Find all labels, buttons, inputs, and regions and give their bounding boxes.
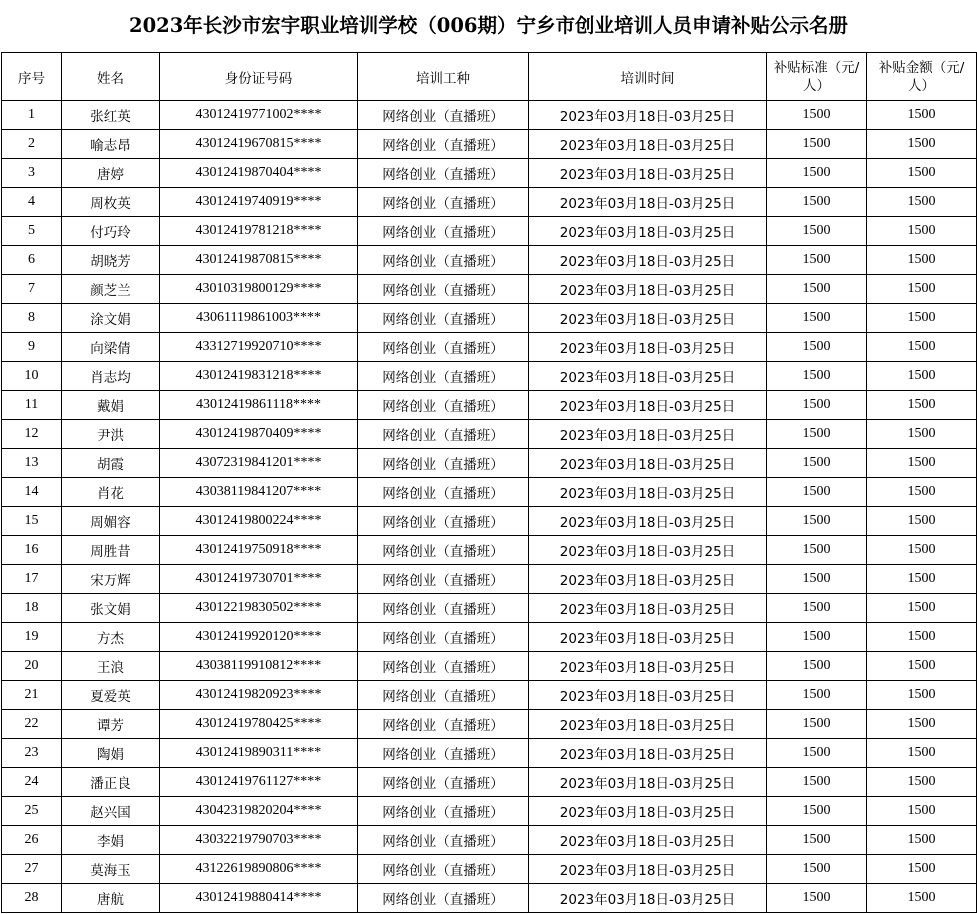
cell-serial-number: 8 [2, 304, 62, 333]
cell-subsidy-amount: 1500 [867, 507, 977, 536]
cell-training-type: 网络创业（直播班） [358, 275, 529, 304]
cell-name: 涂文娟 [62, 304, 160, 333]
cell-training-period: 2023年03月18日-03月25日 [529, 130, 767, 159]
table-row [2, 246, 977, 275]
cell-id-number: 43012419800224**** [160, 507, 358, 536]
cell-id-number: 43012219830502**** [160, 594, 358, 623]
cell-subsidy-amount: 1500 [867, 333, 977, 362]
cell-serial-number: 23 [2, 739, 62, 768]
cell-training-period: 2023年03月18日-03月25日 [529, 884, 767, 913]
cell-training-period: 2023年03月18日-03月25日 [529, 536, 767, 565]
header-training-type: 培训工种 [358, 53, 529, 101]
cell-training-period: 2023年03月18日-03月25日 [529, 565, 767, 594]
cell-id-number: 43038119841207**** [160, 478, 358, 507]
cell-name: 肖志均 [62, 362, 160, 391]
cell-subsidy-standard: 1500 [767, 681, 867, 710]
cell-training-period: 2023年03月18日-03月25日 [529, 594, 767, 623]
cell-serial-number: 19 [2, 623, 62, 652]
header-name: 姓名 [62, 53, 160, 101]
cell-subsidy-standard: 1500 [767, 623, 867, 652]
cell-name: 肖花 [62, 478, 160, 507]
cell-serial-number: 14 [2, 478, 62, 507]
cell-training-type: 网络创业（直播班） [358, 362, 529, 391]
cell-training-type: 网络创业（直播班） [358, 594, 529, 623]
cell-subsidy-standard: 1500 [767, 449, 867, 478]
cell-training-type: 网络创业（直播班） [358, 739, 529, 768]
cell-serial-number: 26 [2, 826, 62, 855]
cell-id-number: 43072319841201**** [160, 449, 358, 478]
cell-subsidy-amount: 1500 [867, 652, 977, 681]
table-row [2, 710, 977, 739]
cell-training-type: 网络创业（直播班） [358, 507, 529, 536]
cell-serial-number: 9 [2, 333, 62, 362]
header-training-period: 培训时间 [529, 53, 767, 101]
cell-id-number: 43012419861118**** [160, 391, 358, 420]
cell-subsidy-standard: 1500 [767, 739, 867, 768]
cell-serial-number: 15 [2, 507, 62, 536]
cell-name: 宋万辉 [62, 565, 160, 594]
cell-subsidy-standard: 1500 [767, 130, 867, 159]
cell-training-type: 网络创业（直播班） [358, 333, 529, 362]
cell-subsidy-standard: 1500 [767, 768, 867, 797]
cell-name: 夏爱英 [62, 681, 160, 710]
table-row [2, 362, 977, 391]
table-row [2, 449, 977, 478]
cell-subsidy-standard: 1500 [767, 333, 867, 362]
cell-serial-number: 22 [2, 710, 62, 739]
cell-training-period: 2023年03月18日-03月25日 [529, 246, 767, 275]
cell-name: 胡霞 [62, 449, 160, 478]
cell-subsidy-amount: 1500 [867, 681, 977, 710]
cell-subsidy-standard: 1500 [767, 565, 867, 594]
table-row [2, 159, 977, 188]
cell-subsidy-amount: 1500 [867, 565, 977, 594]
cell-training-type: 网络创业（直播班） [358, 681, 529, 710]
table-row [2, 681, 977, 710]
cell-training-period: 2023年03月18日-03月25日 [529, 826, 767, 855]
cell-id-number: 43122619890806**** [160, 855, 358, 884]
cell-name: 唐婷 [62, 159, 160, 188]
cell-subsidy-amount: 1500 [867, 449, 977, 478]
cell-name: 谭芳 [62, 710, 160, 739]
cell-id-number: 43012419870409**** [160, 420, 358, 449]
table-row [2, 623, 977, 652]
cell-serial-number: 20 [2, 652, 62, 681]
cell-subsidy-standard: 1500 [767, 884, 867, 913]
cell-name: 周胜昔 [62, 536, 160, 565]
cell-serial-number: 1 [2, 101, 62, 130]
cell-subsidy-standard: 1500 [767, 594, 867, 623]
cell-id-number: 43312719920710**** [160, 333, 358, 362]
cell-subsidy-standard: 1500 [767, 304, 867, 333]
table-row [2, 536, 977, 565]
cell-id-number: 43012419750918**** [160, 536, 358, 565]
table-body [2, 101, 977, 913]
cell-training-period: 2023年03月18日-03月25日 [529, 652, 767, 681]
cell-id-number: 43012419880414**** [160, 884, 358, 913]
cell-name: 赵兴国 [62, 797, 160, 826]
cell-subsidy-amount: 1500 [867, 188, 977, 217]
cell-serial-number: 6 [2, 246, 62, 275]
cell-training-period: 2023年03月18日-03月25日 [529, 739, 767, 768]
cell-subsidy-amount: 1500 [867, 536, 977, 565]
cell-training-period: 2023年03月18日-03月25日 [529, 710, 767, 739]
cell-training-type: 网络创业（直播班） [358, 652, 529, 681]
cell-id-number: 43012419920120**** [160, 623, 358, 652]
cell-subsidy-standard: 1500 [767, 362, 867, 391]
cell-training-type: 网络创业（直播班） [358, 710, 529, 739]
cell-training-period: 2023年03月18日-03月25日 [529, 217, 767, 246]
cell-training-period: 2023年03月18日-03月25日 [529, 681, 767, 710]
cell-subsidy-standard: 1500 [767, 826, 867, 855]
cell-name: 周枚英 [62, 188, 160, 217]
cell-training-period: 2023年03月18日-03月25日 [529, 275, 767, 304]
header-subsidy-standard: 补贴标准（元/人） [767, 53, 867, 101]
cell-id-number: 43012419670815**** [160, 130, 358, 159]
cell-subsidy-amount: 1500 [867, 710, 977, 739]
cell-id-number: 43012419820923**** [160, 681, 358, 710]
cell-subsidy-standard: 1500 [767, 420, 867, 449]
cell-id-number: 43012419890311**** [160, 739, 358, 768]
cell-name: 付巧玲 [62, 217, 160, 246]
cell-subsidy-amount: 1500 [867, 130, 977, 159]
table-row [2, 275, 977, 304]
cell-training-type: 网络创业（直播班） [358, 797, 529, 826]
cell-subsidy-standard: 1500 [767, 391, 867, 420]
cell-training-type: 网络创业（直播班） [358, 420, 529, 449]
cell-id-number: 43012419730701**** [160, 565, 358, 594]
page-title: 2023年长沙市宏宇职业培训学校（006期）宁乡市创业培训人员申请补贴公示名册 [129, 14, 848, 37]
cell-training-type: 网络创业（直播班） [358, 449, 529, 478]
cell-subsidy-standard: 1500 [767, 855, 867, 884]
table-header [2, 53, 977, 101]
cell-subsidy-standard: 1500 [767, 536, 867, 565]
cell-subsidy-amount: 1500 [867, 739, 977, 768]
cell-subsidy-amount: 1500 [867, 304, 977, 333]
cell-subsidy-standard: 1500 [767, 159, 867, 188]
cell-id-number: 43012419761127**** [160, 768, 358, 797]
cell-training-period: 2023年03月18日-03月25日 [529, 478, 767, 507]
cell-serial-number: 16 [2, 536, 62, 565]
table-row [2, 420, 977, 449]
cell-subsidy-amount: 1500 [867, 362, 977, 391]
cell-id-number: 43010319800129**** [160, 275, 358, 304]
cell-id-number: 43061119861003**** [160, 304, 358, 333]
cell-subsidy-standard: 1500 [767, 275, 867, 304]
header-id-number: 身份证号码 [160, 53, 358, 101]
cell-training-period: 2023年03月18日-03月25日 [529, 188, 767, 217]
table-row [2, 855, 977, 884]
cell-training-period: 2023年03月18日-03月25日 [529, 159, 767, 188]
cell-training-period: 2023年03月18日-03月25日 [529, 855, 767, 884]
cell-training-type: 网络创业（直播班） [358, 565, 529, 594]
cell-training-period: 2023年03月18日-03月25日 [529, 391, 767, 420]
table-row [2, 652, 977, 681]
cell-subsidy-amount: 1500 [867, 159, 977, 188]
cell-name: 戴娟 [62, 391, 160, 420]
cell-subsidy-amount: 1500 [867, 884, 977, 913]
cell-training-type: 网络创业（直播班） [358, 826, 529, 855]
cell-training-type: 网络创业（直播班） [358, 246, 529, 275]
cell-training-period: 2023年03月18日-03月25日 [529, 362, 767, 391]
cell-subsidy-standard: 1500 [767, 507, 867, 536]
cell-training-type: 网络创业（直播班） [358, 884, 529, 913]
cell-subsidy-standard: 1500 [767, 478, 867, 507]
cell-subsidy-amount: 1500 [867, 420, 977, 449]
table-row [2, 565, 977, 594]
cell-training-type: 网络创业（直播班） [358, 478, 529, 507]
cell-serial-number: 28 [2, 884, 62, 913]
cell-training-type: 网络创业（直播班） [358, 768, 529, 797]
cell-subsidy-amount: 1500 [867, 855, 977, 884]
header-subsidy-amount: 补贴金额（元/人） [867, 53, 977, 101]
cell-serial-number: 17 [2, 565, 62, 594]
cell-id-number: 43012419780425**** [160, 710, 358, 739]
cell-subsidy-amount: 1500 [867, 217, 977, 246]
cell-training-type: 网络创业（直播班） [358, 188, 529, 217]
cell-name: 陶娟 [62, 739, 160, 768]
cell-serial-number: 24 [2, 768, 62, 797]
cell-training-period: 2023年03月18日-03月25日 [529, 420, 767, 449]
table-row [2, 739, 977, 768]
cell-subsidy-standard: 1500 [767, 101, 867, 130]
cell-id-number: 43012419781218**** [160, 217, 358, 246]
cell-training-type: 网络创业（直播班） [358, 536, 529, 565]
table-row [2, 826, 977, 855]
cell-training-period: 2023年03月18日-03月25日 [529, 768, 767, 797]
cell-serial-number: 5 [2, 217, 62, 246]
cell-name: 王浪 [62, 652, 160, 681]
cell-training-period: 2023年03月18日-03月25日 [529, 304, 767, 333]
cell-serial-number: 7 [2, 275, 62, 304]
cell-serial-number: 3 [2, 159, 62, 188]
cell-name: 喻志昂 [62, 130, 160, 159]
cell-training-type: 网络创业（直播班） [358, 217, 529, 246]
cell-name: 胡晓芳 [62, 246, 160, 275]
cell-subsidy-standard: 1500 [767, 710, 867, 739]
table-row [2, 478, 977, 507]
cell-subsidy-amount: 1500 [867, 246, 977, 275]
header-serial-number: 序号 [2, 53, 62, 101]
table-row [2, 594, 977, 623]
cell-name: 方杰 [62, 623, 160, 652]
cell-id-number: 43032219790703**** [160, 826, 358, 855]
table-row [2, 797, 977, 826]
cell-subsidy-amount: 1500 [867, 391, 977, 420]
cell-training-period: 2023年03月18日-03月25日 [529, 797, 767, 826]
cell-subsidy-amount: 1500 [867, 594, 977, 623]
cell-subsidy-standard: 1500 [767, 652, 867, 681]
cell-serial-number: 2 [2, 130, 62, 159]
cell-id-number: 43042319820204**** [160, 797, 358, 826]
cell-name: 李娟 [62, 826, 160, 855]
table-row [2, 101, 977, 130]
table-row [2, 130, 977, 159]
table-row [2, 217, 977, 246]
cell-serial-number: 18 [2, 594, 62, 623]
cell-serial-number: 11 [2, 391, 62, 420]
cell-serial-number: 10 [2, 362, 62, 391]
cell-training-period: 2023年03月18日-03月25日 [529, 101, 767, 130]
cell-serial-number: 12 [2, 420, 62, 449]
cell-subsidy-amount: 1500 [867, 768, 977, 797]
cell-id-number: 43012419771002**** [160, 101, 358, 130]
cell-training-type: 网络创业（直播班） [358, 623, 529, 652]
table-row [2, 391, 977, 420]
cell-name: 尹洪 [62, 420, 160, 449]
cell-name: 唐航 [62, 884, 160, 913]
cell-training-type: 网络创业（直播班） [358, 855, 529, 884]
cell-id-number: 43012419870404**** [160, 159, 358, 188]
cell-id-number: 43012419831218**** [160, 362, 358, 391]
cell-id-number: 43012419870815**** [160, 246, 358, 275]
table-row [2, 188, 977, 217]
table-row [2, 884, 977, 913]
table-row [2, 304, 977, 333]
header-row [2, 53, 977, 101]
cell-training-period: 2023年03月18日-03月25日 [529, 449, 767, 478]
cell-name: 向梁倩 [62, 333, 160, 362]
cell-serial-number: 21 [2, 681, 62, 710]
subsidy-roster-table [1, 52, 977, 913]
cell-name: 张文娟 [62, 594, 160, 623]
cell-name: 颜芝兰 [62, 275, 160, 304]
cell-training-period: 2023年03月18日-03月25日 [529, 333, 767, 362]
cell-name: 周媚容 [62, 507, 160, 536]
cell-training-type: 网络创业（直播班） [358, 391, 529, 420]
cell-training-type: 网络创业（直播班） [358, 101, 529, 130]
cell-id-number: 43038119910812**** [160, 652, 358, 681]
cell-serial-number: 27 [2, 855, 62, 884]
table-row [2, 768, 977, 797]
table-row [2, 507, 977, 536]
cell-name: 张红英 [62, 101, 160, 130]
cell-subsidy-amount: 1500 [867, 623, 977, 652]
cell-subsidy-amount: 1500 [867, 101, 977, 130]
table-row [2, 333, 977, 362]
cell-subsidy-standard: 1500 [767, 246, 867, 275]
cell-serial-number: 25 [2, 797, 62, 826]
cell-subsidy-amount: 1500 [867, 275, 977, 304]
cell-name: 潘正良 [62, 768, 160, 797]
cell-training-period: 2023年03月18日-03月25日 [529, 623, 767, 652]
cell-subsidy-amount: 1500 [867, 478, 977, 507]
cell-subsidy-standard: 1500 [767, 188, 867, 217]
cell-training-type: 网络创业（直播班） [358, 159, 529, 188]
cell-training-period: 2023年03月18日-03月25日 [529, 507, 767, 536]
cell-subsidy-standard: 1500 [767, 217, 867, 246]
cell-subsidy-amount: 1500 [867, 826, 977, 855]
cell-id-number: 43012419740919**** [160, 188, 358, 217]
cell-subsidy-standard: 1500 [767, 797, 867, 826]
cell-serial-number: 13 [2, 449, 62, 478]
cell-training-type: 网络创业（直播班） [358, 130, 529, 159]
cell-name: 莫海玉 [62, 855, 160, 884]
cell-subsidy-amount: 1500 [867, 797, 977, 826]
cell-training-type: 网络创业（直播班） [358, 304, 529, 333]
cell-serial-number: 4 [2, 188, 62, 217]
